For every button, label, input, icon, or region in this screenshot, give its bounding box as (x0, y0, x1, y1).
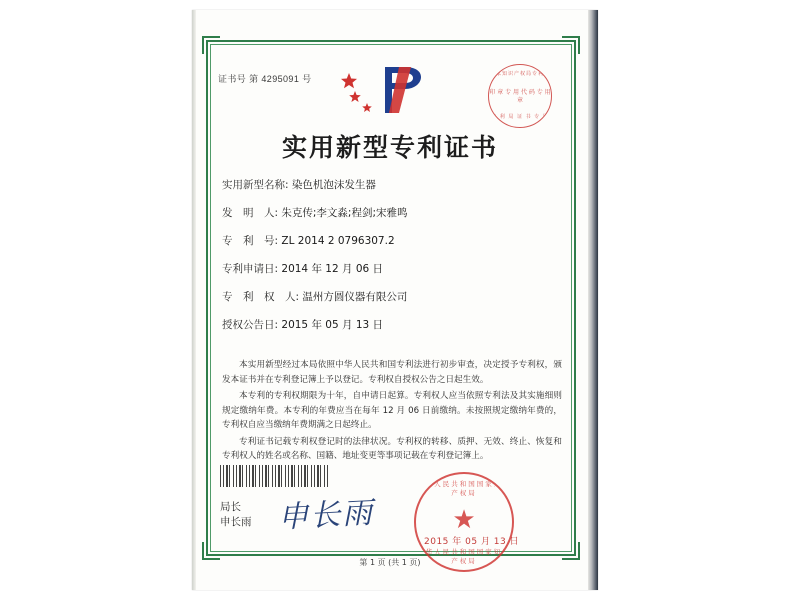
field-row (222, 206, 564, 221)
signature-label-line1: 局长 (220, 501, 241, 513)
field-row (222, 318, 564, 333)
body-paragraph: 本专利的专利权期限为十年，自申请日起算。专利权人应当依照专利法及其实施细则规定缴纳年费。本专利的年费应当在每年 12 月 06 日前缴纳。未按照规定缴纳年费的，专利权自应当缴纳年费期满之日起终止。 (222, 391, 562, 430)
star-icon: ★ (452, 504, 476, 535)
field-label: 发 明 人: (222, 207, 279, 219)
certificate-number: 证书号 第 4295091 号 (218, 74, 312, 84)
field-value: 2014 年 12 月 06 日 (281, 263, 384, 275)
field-value: 温州方圆仪器有限公司 (302, 291, 408, 303)
field-label: 授权公告日: (222, 319, 279, 331)
field-label: 专利申请日: (222, 263, 279, 275)
field-value: ZL 2014 2 0796307.2 (281, 235, 395, 247)
field-row (222, 262, 564, 277)
field-value: 2015 年 05 月 13 日 (281, 319, 384, 331)
page-title: 实用新型专利证书 (281, 133, 498, 162)
frame-corner-top-left (202, 36, 220, 54)
field-value: 朱克传;李文淼;程剑;宋雅鸣 (281, 207, 408, 219)
sheet-binding-edge (588, 10, 598, 590)
field-list (222, 178, 564, 346)
field-row (222, 234, 564, 249)
sheet-left-edge (192, 10, 196, 590)
signature-label (220, 500, 252, 530)
handwritten-signature: 申长雨 (277, 495, 376, 536)
signature-label-line2: 申长雨 (220, 516, 252, 528)
seal-large-top-text: 中华人民共和国国家知识产权局 (417, 480, 511, 497)
field-label: 实用新型名称: (222, 179, 289, 191)
body-paragraph: 本实用新型经过本局依照中华人民共和国专利法进行初步审查，决定授予专利权，颁发本证书并在专利登记簿上予以登记。专利权自授权公告之日起生效。 (222, 360, 562, 385)
seal-date: 2015 年 05 月 13 日 (424, 537, 520, 547)
field-row (222, 290, 564, 305)
field-row (222, 178, 564, 193)
seal-small (488, 64, 552, 128)
patent-emblem-icon (339, 65, 451, 117)
field-label: 专 利 号: (222, 235, 279, 247)
seal-large-bottom-text: 中华人民共和国国家知识产权局 (417, 548, 511, 565)
seal-small-middle-text: 印 章 专 用 代 码 专 用 章 (489, 89, 551, 104)
body-text (222, 358, 562, 466)
page-footer: 第 1 页 (共 1 页) (359, 558, 421, 567)
field-label: 专 利 权 人: (222, 291, 300, 303)
certificate-sheet (192, 10, 598, 590)
field-value: 染色机泡沫发生器 (291, 179, 376, 191)
frame-corner-top-right (562, 36, 580, 54)
body-paragraph: 专利证书记载专利权登记时的法律状况。专利权的转移、质押、无效、终止、恢复和专利权人的姓名或名称、国籍、地址变更等事项记载在专利登记簿上。 (222, 436, 562, 461)
barcode (220, 465, 330, 487)
seal-small-bottom-text: 专 利 局 证 书 专 用 (491, 114, 549, 120)
seal-small-top-text: 国家知识产权局专利局 (489, 71, 550, 77)
